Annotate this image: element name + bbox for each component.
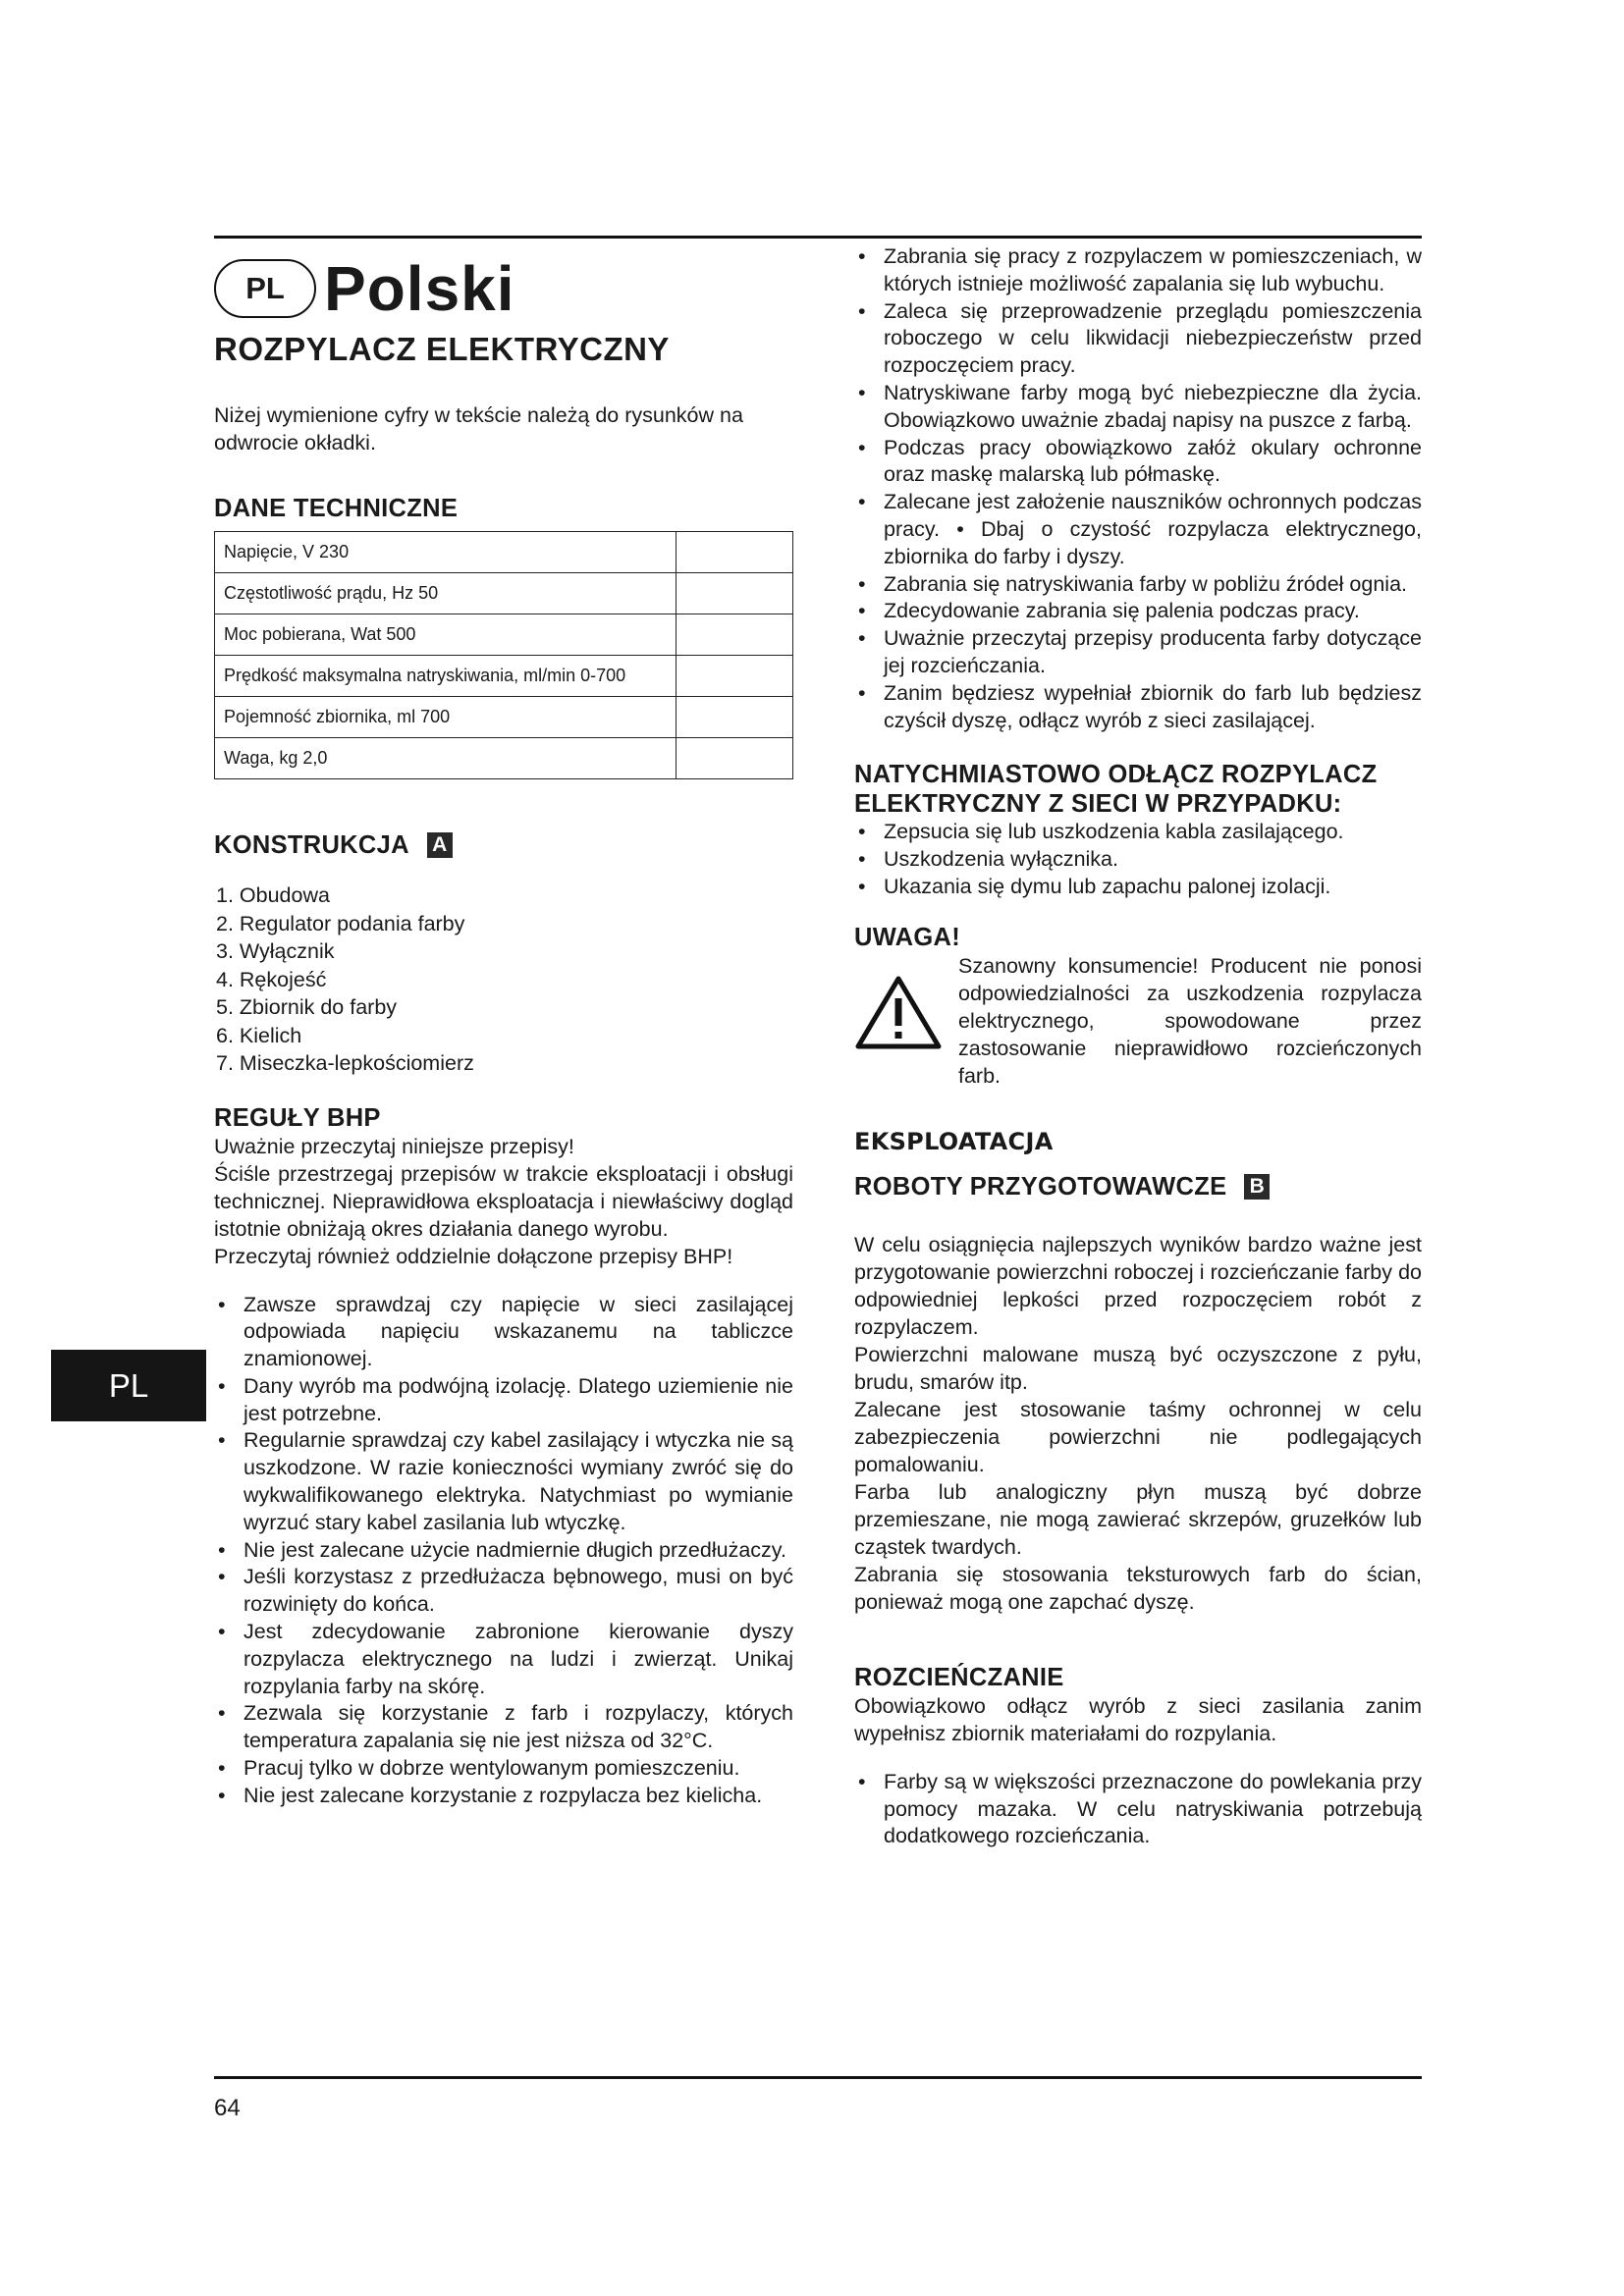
list-item: • Zabrania się pracy z rozpylaczem w pomieszczeniach, w których istnieje możliwość zapalania się lub wybuchu.: [854, 243, 1422, 298]
list-item: • Nie jest zalecane korzystanie z rozpylacza bez kielicha.: [214, 1783, 793, 1810]
top-rule: [214, 236, 1422, 239]
construction-heading-text: KONSTRUKCJA: [214, 831, 409, 859]
parts-list: [214, 881, 793, 1078]
paragraph: Zalecane jest stosowanie taśmy ochronnej w celu zabezpieczenia powierzchni nie podlegających pomalowaniu.: [854, 1397, 1422, 1476]
warning-text: Szanowny konsumencie! Producent nie ponosi odpowiedzialności za uszkodzenia rozpylacza elektrycznego, spowodowane przez zastosowanie nieprawidłowo rozcieńczonych farb.: [958, 953, 1422, 1088]
document-title: ROZPYLACZ ELEKTRYCZNY: [214, 331, 670, 367]
list-item: • Zepsucia się lub uszkodzenia kabla zasilającego.: [854, 819, 1422, 846]
safety-heading: REGUŁY BHP: [214, 1103, 381, 1132]
right-column: [854, 243, 1422, 1850]
list-item: • Jeśli korzystasz z przedłużacza bębnowego, musi on być rozwinięty do końca.: [214, 1564, 793, 1619]
list-item: • Ukazania się dymu lub zapachu palonej izolacji.: [854, 874, 1422, 901]
paragraph: Zabrania się stosowania teksturowych farb do ścian, ponieważ mogą one zapchać dyszę.: [854, 1562, 1422, 1614]
table-row: [215, 532, 793, 573]
language-header: [214, 250, 793, 327]
safety-bullets: [214, 1292, 793, 1810]
safety-paragraph: Uważnie przeczytaj niniejsze przepisy!: [214, 1134, 574, 1158]
preparation-heading-text: ROBOTY PRZYGOTOWAWCZE: [854, 1172, 1227, 1201]
intro-text: Niżej wymienione cyfry w tekście należą do rysunków na odwrocie okładki.: [214, 403, 743, 454]
construction-heading: [214, 830, 793, 860]
figure-tag-b: B: [1244, 1174, 1270, 1200]
preparation-text: [854, 1231, 1422, 1616]
list-item: • Uszkodzenia wyłącznika.: [854, 846, 1422, 874]
tech-heading: DANE TECHNICZNE: [214, 495, 459, 522]
safety-bullets-continued: [854, 243, 1422, 734]
list-item: • Nie jest zalecane użycie nadmiernie długich przedłużaczy.: [214, 1537, 793, 1565]
table-row: [215, 614, 793, 656]
list-item: • Zdecydowanie zabrania się palenia podczas pracy.: [854, 598, 1422, 625]
left-column: [214, 250, 793, 1810]
list-item: 7. Miseczka-lepkościomierz: [216, 1051, 474, 1075]
list-item: • Regularnie sprawdzaj czy kabel zasilający i wtyczka nie są uszkodzone. W razie konieczności wymiany zwróć się do wykwalifikowanego elektryka. Natychmiast po wymianie wyrzuć stary kabel zasilania lub wtyczkę.: [214, 1427, 793, 1536]
list-item: 6. Kielich: [216, 1023, 302, 1047]
paragraph: Powierzchni malowane muszą być oczyszczone z pyłu, brudu, smarów itp.: [854, 1342, 1422, 1394]
paragraph: W celu osiągnięcia najlepszych wyników bardzo ważne jest przygotowanie powierzchni roboczej i rozcieńczanie farby do odpowiedniej lepkości przed rozpoczęciem robót z rozpylaczem.: [854, 1232, 1422, 1339]
warning-triangle-icon: [854, 974, 943, 1050]
list-item: 5. Zbiornik do farby: [216, 995, 398, 1019]
warning-block: [854, 952, 1422, 1090]
list-item: • Farby są w większości przeznaczone do powlekania przy pomocy mazaka. W celu natryskiwania potrzebują dodatkowego rozcieńczania.: [854, 1769, 1422, 1850]
list-item: • Jest zdecydowanie zabronione kierowanie dyszy rozpylacza elektrycznego na ludzi i zwierząt. Unikaj rozpylania farby na skórę.: [214, 1619, 793, 1700]
table-cell: Moc pobierana, Wat 500: [215, 614, 677, 656]
warning-heading: UWAGA!: [854, 923, 961, 951]
figure-tag-a: A: [427, 832, 453, 858]
list-item: 4. Rękojeść: [216, 967, 327, 991]
list-item: • Natryskiwane farby mogą być niebezpieczne dla życia. Obowiązkowo uważnie zbadaj napisy na puszce z farbą.: [854, 380, 1422, 435]
list-item: 3. Wyłącznik: [216, 939, 335, 963]
list-item: • Dany wyrób ma podwójną izolację. Dlatego uziemienie nie jest potrzebne.: [214, 1373, 793, 1428]
list-item: • Pracuj tylko w dobrze wentylowanym pomieszczeniu.: [214, 1755, 793, 1783]
table-cell: Pojemność zbiornika, ml 700: [215, 697, 677, 738]
list-item: • Zalecane jest założenie nauszników ochronnych podczas pracy. • Dbaj o czystość rozpylacza elektrycznego, zbiornika do farby i dyszy.: [854, 489, 1422, 570]
dilution-heading: ROZCIEŃCZANIE: [854, 1663, 1064, 1691]
table-cell: Prędkość maksymalna natryskiwania, ml/min 0-700: [215, 656, 677, 697]
table-row: [215, 573, 793, 614]
operation-heading: EKSPLOATACJA: [854, 1127, 1054, 1155]
list-item: • Zabrania się natryskiwania farby w pobliżu źródeł ognia.: [854, 571, 1422, 599]
disconnect-heading: NATYCHMIASTOWO ODŁĄCZ ROZPYLACZ ELEKTRYCZNY Z SIECI W PRZYPADKU:: [854, 761, 1378, 819]
tech-table: [214, 531, 793, 779]
safety-paragraph: Ściśle przestrzegaj przepisów w trakcie eksploatacji i obsługi technicznej. Nieprawidłowa eksploatacja i niewłaściwy dogląd istotnie obniżają okres działania danego wyrobu.: [214, 1161, 793, 1241]
safety-paragraph: Przeczytaj również oddzielnie dołączone przepisy BHP!: [214, 1244, 733, 1268]
list-item: • Zanim będziesz wypełniał zbiornik do farb lub będziesz czyścił dyszę, odłącz wyrób z sieci zasilającej.: [854, 680, 1422, 735]
preparation-heading: [854, 1172, 1422, 1201]
list-item: • Zezwala się korzystanie z farb i rozpylaczy, których temperatura zapalania się nie jest niższa od 32°C.: [214, 1700, 793, 1755]
paragraph: Farba lub analogiczny płyn muszą być dobrze przemieszane, nie mogą zawierać skrzepów, gruzełków lub cząstek twardych.: [854, 1479, 1422, 1559]
table-cell: Waga, kg 2,0: [215, 738, 677, 779]
page-number: 64: [214, 2095, 241, 2121]
table-cell: Napięcie, V 230: [215, 532, 677, 573]
table-cell: Częstotliwość prądu, Hz 50: [215, 573, 677, 614]
list-item: 2. Regulator podania farby: [216, 911, 465, 935]
list-item: 1. Obudowa: [216, 883, 330, 907]
table-row: [215, 738, 793, 779]
table-row: [215, 656, 793, 697]
dilution-bullets: [854, 1769, 1422, 1850]
language-code-badge: PL: [214, 259, 316, 318]
bottom-rule: [214, 2076, 1422, 2079]
list-item: • Uważnie przeczytaj przepisy producenta farby dotyczące jej rozcieńczania.: [854, 625, 1422, 680]
list-item: • Zawsze sprawdzaj czy napięcie w sieci zasilającej odpowiada napięciu wskazanemu na tabliczce znamionowej.: [214, 1292, 793, 1373]
list-item: • Zaleca się przeprowadzenie przeglądu pomieszczenia roboczego w celu likwidacji niebezpieczeństw przed rozpoczęciem pracy.: [854, 298, 1422, 380]
table-row: [215, 697, 793, 738]
language-name: Polski: [324, 253, 515, 324]
disconnect-bullets: [854, 819, 1422, 900]
dilution-text: Obowiązkowo odłącz wyrób z sieci zasilania zanim wypełnisz zbiornik materiałami do rozpylania.: [854, 1693, 1422, 1745]
language-side-tab: PL: [51, 1350, 206, 1421]
list-item: • Podczas pracy obowiązkowo załóż okulary ochronne oraz maskę malarską lub półmaskę.: [854, 435, 1422, 490]
